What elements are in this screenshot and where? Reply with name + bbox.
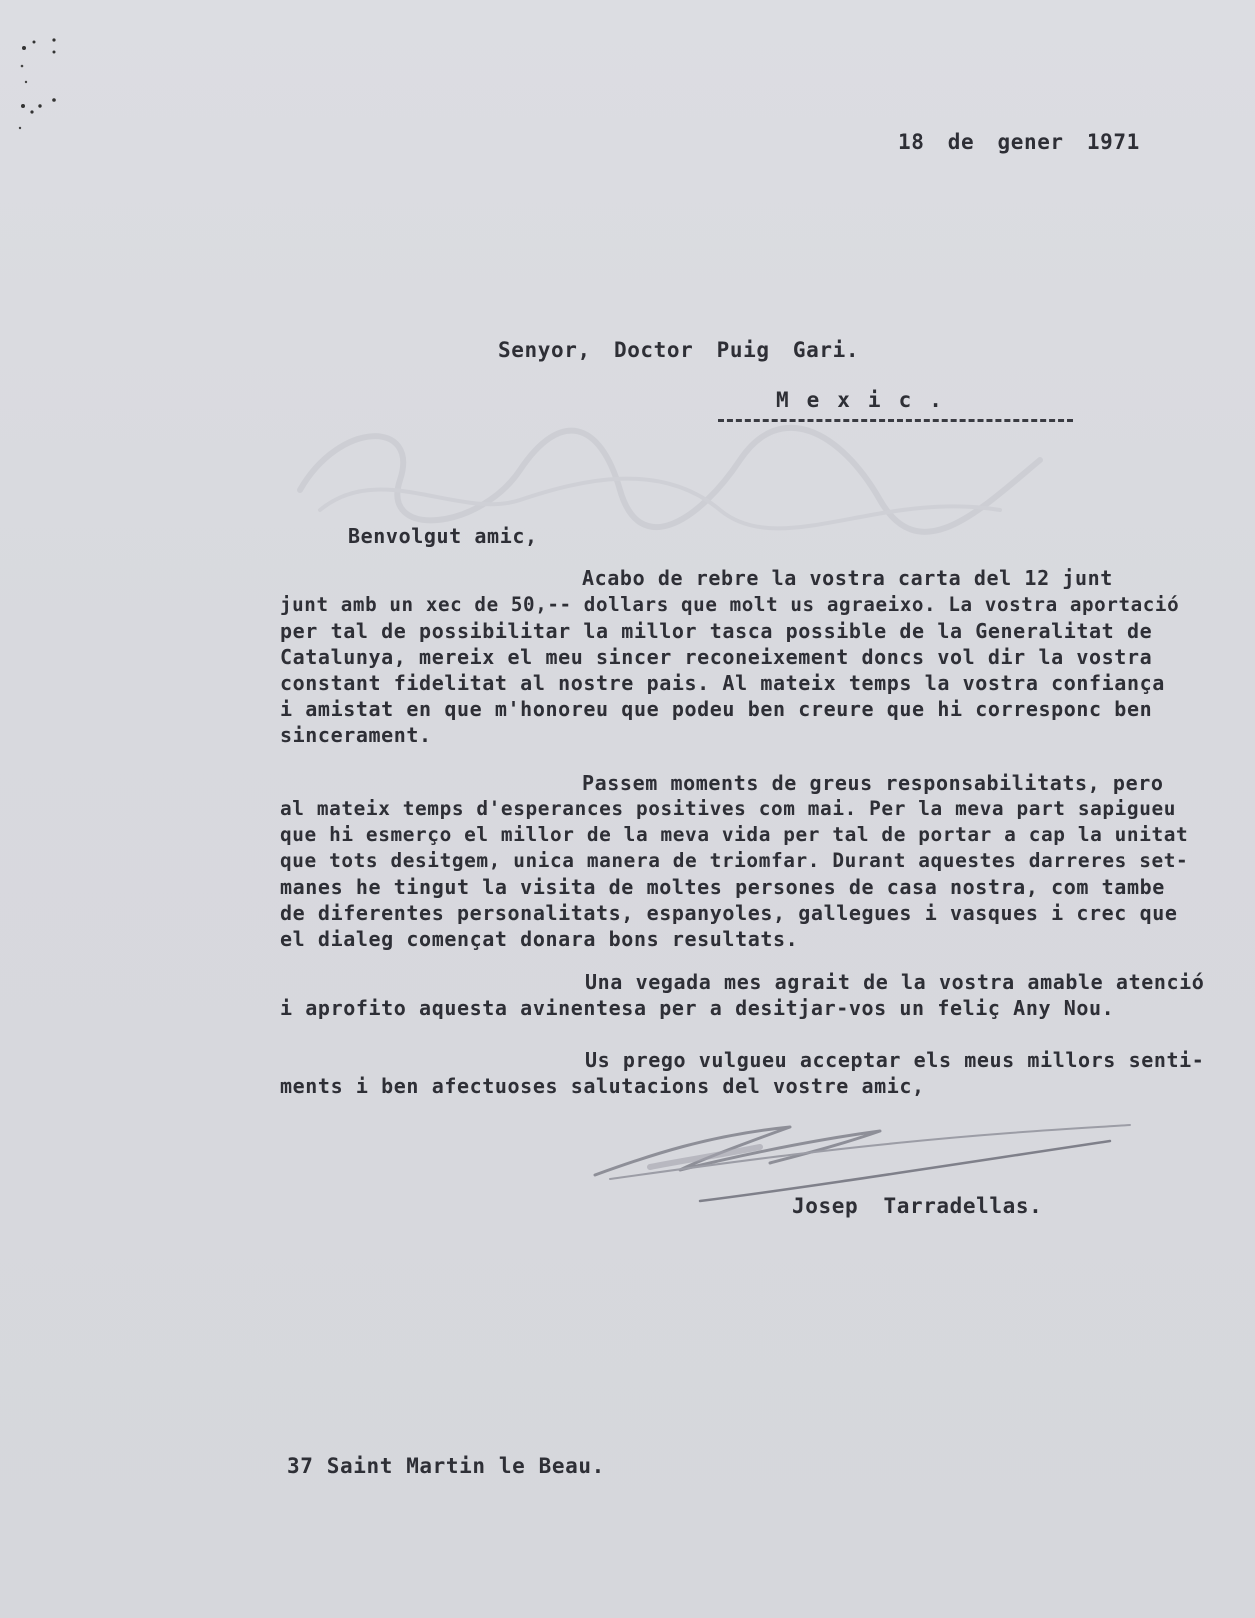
paragraph-line: el dialeg començat donara bons resultats.: [280, 927, 799, 951]
paragraph-line: que hi esmerço el millor de la meva vida per tal de portar a cap la unitat: [280, 823, 1189, 846]
paragraph-line: Us prego vulgueu acceptar els meus millors senti-: [585, 1048, 1205, 1072]
paragraph-line: que tots desitgem, unica manera de triomfar. Durant aquestes darreres set-: [280, 849, 1189, 872]
paragraph-line: per tal de possibilitar la millor tasca possible de la Generalitat de: [280, 619, 1153, 643]
paragraph-line: Una vegada mes agrait de la vostra amable atenció: [585, 970, 1205, 994]
paragraph-line: de diferentes personalitats, espanyoles, gallegues i vasques i crec que: [280, 901, 1178, 925]
paragraph-line: junt amb un xec de 50,-- dollars que molt us agraeixo. La vostra aportació: [280, 593, 1180, 616]
addressee-city: Mexic.: [776, 388, 960, 412]
paragraph-line: Catalunya, mereix el meu sincer reconeixement doncs vol dir la vostra: [280, 645, 1153, 669]
paragraph-line: Passem moments de greus responsabilitats, pero: [582, 771, 1164, 795]
addressee-line: Senyor, Doctor Puig Gari.: [498, 338, 860, 362]
paragraph-line: i aprofito aquesta avinentesa per a desitjar-vos un feliç Any Nou.: [280, 996, 1115, 1020]
paragraph-line: i amistat en que m'honoreu que podeu ben creure que hi corresponc ben: [280, 697, 1153, 721]
paragraph-line: Acabo de rebre la vostra carta del 12 junt: [582, 566, 1113, 590]
paragraph-line: constant fidelitat al nostre pais. Al mateix temps la vostra confiança: [280, 671, 1165, 695]
paragraph-line: ments i ben afectuoses salutacions del vostre amic,: [280, 1074, 925, 1098]
ink-specks: [14, 36, 74, 136]
salutation: Benvolgut amic,: [348, 524, 538, 548]
paragraph-line: manes he tingut la visita de moltes persones de casa nostra, com tambe: [280, 875, 1165, 899]
sender-address: 37 Saint Martin le Beau.: [287, 1454, 605, 1478]
paragraph-line: al mateix temps d'esperances positives com mai. Per la meva part sapigueu: [280, 797, 1177, 820]
paragraph-line: sincerament.: [280, 723, 432, 747]
city-underline: [718, 419, 1073, 422]
signatory-name: Josep Tarradellas.: [792, 1194, 1043, 1218]
letter-date: 18 de gener 1971: [898, 130, 1140, 154]
